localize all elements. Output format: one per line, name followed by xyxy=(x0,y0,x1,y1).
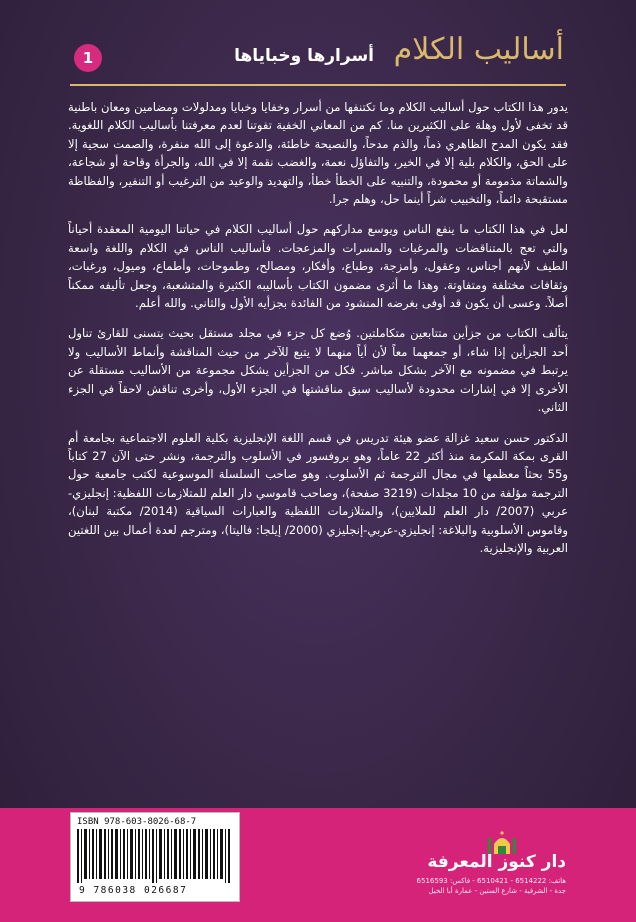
blurb-paragraph-1: يدور هذا الكتاب حول أساليب الكلام وما تكتنفها من أسرار وخفايا وخبايا ومدلولات ومضامين ومعان باطنية قد تخفى لأول وهلة على الكثيرين منا. كم من المعاني الخفية تفوتنا لعدم معرفتنا بأساليب الكلام اللغوية. فقد يكون المدح الظاهري ذماً، والذم مدحاً، والنصيحة خاطئة، والدعوة إلى الله منفرة، والصمت سجية إلا على الحق، والكلام بلية إلا في الخير، والتفاؤل نعمة، والغضب نقمة إلا في الله، والجرأة وقاحة أو شجاعة، والشماتة مذمومة أو محمودة، والتنبيه على الخطأ خطأ، والتهديد والوعيد من الترغيب أو التنفير، والفظاظة مستقبحة دائماً، والتخبيب شراً أينما حل، وهلم جرا. xyxy=(68,100,568,207)
header-divider xyxy=(70,84,566,86)
blurb-text xyxy=(68,98,568,569)
isbn-label: ISBN 978-603-8026-68-7 xyxy=(77,817,197,827)
publisher-address: جدة - الشرفية - شارع الستين - عمارة أبا الخيل xyxy=(428,887,566,895)
blurb-paragraph-3: يتألف الكتاب من جزأين متتابعين متكاملتين. وُضع كل جزء في مجلد مستقل بحيث يتسنى للقارئ تناول أحد الجزأين إذا شاء، أو جمعهما معاً لأن أياً منهما لا يتبع للآخر من حيث المناقشة وأنماط الأساليب ولا يرتبط في مضمونه مع الآخر بشكل مباشر. فكل من الجزأين يشكل مجموعة من الأساليب مستقلة عن الأخرى إلا في إشارات محدودة لأساليب سبق مناقشتها في الجزء الأول، وأخرى تناقش لاحقاً في الجزء الثاني. xyxy=(68,326,568,415)
barcode-bars xyxy=(77,829,233,883)
publisher-name: دار كنوز المعرفة xyxy=(427,852,566,872)
barcode xyxy=(70,812,240,902)
publisher-phone: هاتف: 6514222 - 6510421 - فاكس: 6516593 xyxy=(416,877,566,885)
book-title: أساليب الكلام xyxy=(393,32,564,67)
blurb-paragraph-2: لعل في هذا الكتاب ما ينفع الناس ويوسع مداركهم حول أساليب الكلام في حياتنا اليومية المعقدة أحياناً والتي تعج بالمتناقضات والمرغبات والمسرات والمزعجات. فأساليب الناس في الكلام واللغة واسعة الطيف لأنهم أجناس، وعقول، وأمزجة، وطباع، وأفكار، ومصالح، وطموحات، وأطماع، وميول، ورغبات، وثقافات مختلفة ومتفاوتة. وهذا ما أثرى مضمون الكتاب بأساليبه الكثيرة والمتشعبة، وجعل تأليفه ممكناً أصلاً. وعسى أن يكون قد أوفى بغرضه المنشود من الفائدة بجزأيه الأول والثاني. والله أعلم. xyxy=(68,222,568,311)
publisher-contact xyxy=(336,876,566,896)
author-bio: الدكتور حسن سعيد غزالة عضو هيئة تدريس في قسم اللغة الإنجليزية بكلية العلوم الاجتماعية بجامعة أم القرى بمكة المكرمة منذ أكثر 22 عاماً، وهو بروفسور في الأسلوب والترجمة، ونشر حتى الآن 27 كتاباً و55 بحثاً معظمها في مجال الترجمة ثم الأسلوب. وهو صاحب السلسلة الموسوعية لكتب جامعية حول الترجمة مؤلفة من 10 مجلدات (3219 صفحة)، وصاحب قاموسي دار العلم للمتلازمات اللفظية: إنجليزي-عربي (2007/ دار العلم للملايين)، والمتلازمات اللفظية والعبارات السياقية (2014/ مكتبة لبنان)، وقاموس الأسلوبية والبلاغة: إنجليزي-عربي-إنجليزي (2000/ إيلجا: فاليتا)، ومترجم لعدة أعمال بين اللغتين العربية والإنجليزية. xyxy=(68,430,568,555)
mosque-icon xyxy=(486,830,518,854)
cover-header xyxy=(0,32,636,82)
book-subtitle: أسرارها وخباياها xyxy=(234,46,374,66)
volume-badge: 1 xyxy=(74,44,102,72)
isbn-digits: 9 786038 026687 xyxy=(79,885,188,896)
